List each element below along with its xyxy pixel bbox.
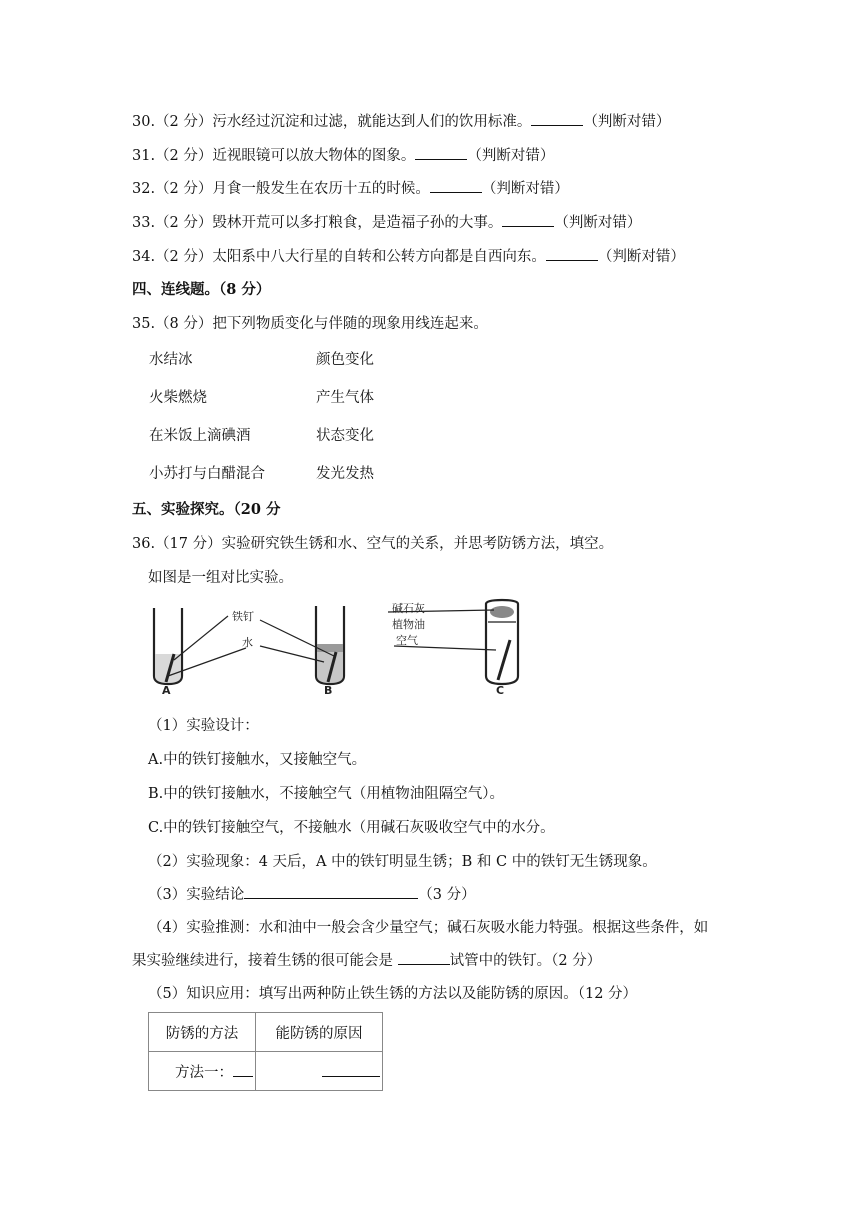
match-left-item[interactable]: 在米饭上滴碘酒 bbox=[149, 428, 251, 444]
figure-label-a: A bbox=[162, 684, 171, 696]
match-right-item[interactable]: 产生气体 bbox=[316, 390, 374, 406]
figure-label-plant-oil: 植物油 bbox=[392, 618, 425, 631]
experiment-figure bbox=[148, 598, 538, 696]
reason-one-cell[interactable] bbox=[256, 1052, 383, 1091]
match-right-item[interactable]: 状态变化 bbox=[316, 428, 374, 444]
test-tube-c bbox=[486, 600, 518, 684]
question-35: 35.（8 分）把下列物质变化与伴随的现象用线连起来。 bbox=[132, 316, 488, 332]
table-row bbox=[149, 1052, 383, 1091]
design-a: A.中的铁钉接触水，又接触空气。 bbox=[148, 752, 367, 768]
match-left-item[interactable]: 火柴燃烧 bbox=[149, 390, 207, 406]
figure-label-air: 空气 bbox=[396, 634, 418, 647]
design-c: C.中的铁钉接触空气，不接触水（用碱石灰吸收空气中的水分。 bbox=[148, 820, 555, 836]
test-tube-b bbox=[316, 606, 344, 684]
table-header-row bbox=[149, 1013, 383, 1052]
answer-blank[interactable] bbox=[546, 246, 598, 261]
match-right-item[interactable]: 颜色变化 bbox=[316, 352, 374, 368]
figure-label-desiccant: 碱石灰 bbox=[392, 602, 425, 615]
section-heading-4: 四、连线题。（8 分） bbox=[132, 281, 271, 298]
figure-label-nail: 铁钉 bbox=[232, 610, 254, 623]
table-header-method: 防锈的方法 bbox=[149, 1013, 256, 1052]
experiment-conclusion: （3）实验结论 （3 分） bbox=[148, 884, 476, 905]
design-b: B.中的铁钉接触水，不接触空气（用植物油阻隔空气）。 bbox=[148, 786, 505, 802]
answer-blank[interactable] bbox=[531, 111, 583, 126]
question-30: 30.（2 分）污水经过沉淀和过滤，就能达到人们的饮用标准。 （判断对错） bbox=[132, 111, 670, 132]
question-36: 36.（17 分）实验研究铁生锈和水、空气的关系，并思考防锈方法，填空。 bbox=[132, 536, 614, 552]
figure-label-water: 水 bbox=[242, 636, 253, 649]
knowledge-application: （5）知识应用：填写出两种防止铁生锈的方法以及能防锈的原因。（12 分） bbox=[148, 986, 638, 1002]
method-one-cell[interactable]: 方法一： bbox=[149, 1052, 256, 1091]
table-header-reason: 能防锈的原因 bbox=[256, 1013, 383, 1052]
rust-prevention-table bbox=[148, 1012, 383, 1091]
match-right-item[interactable]: 发光发热 bbox=[316, 466, 374, 482]
question-34: 34.（2 分）太阳系中八大行星的自转和公转方向都是自西向东。 （判断对错） bbox=[132, 246, 685, 267]
question-32: 32.（2 分）月食一般发生在农历十五的时候。 （判断对错） bbox=[132, 178, 569, 199]
question-31: 31.（2 分）近视眼镜可以放大物体的图象。 （判断对错） bbox=[132, 145, 554, 166]
match-left-item[interactable]: 小苏打与白醋混合 bbox=[149, 466, 265, 482]
answer-blank[interactable] bbox=[233, 1062, 253, 1077]
answer-blank[interactable] bbox=[415, 145, 467, 160]
figure-intro: 如图是一组对比实验。 bbox=[148, 570, 293, 586]
answer-blank[interactable] bbox=[398, 950, 450, 965]
answer-blank[interactable] bbox=[502, 212, 554, 227]
match-left-item[interactable]: 水结冰 bbox=[149, 352, 193, 368]
experiment-inference-line1: （4）实验推测：水和油中一般会含少量空气；碱石灰吸水能力特强。根据这些条件，如 bbox=[148, 920, 709, 936]
design-heading: （1）实验设计： bbox=[148, 718, 259, 734]
figure-label-b: B bbox=[324, 684, 333, 696]
question-33: 33.（2 分）毁林开荒可以多打粮食，是造福子孙的大事。 （判断对错） bbox=[132, 212, 641, 233]
section-heading-5: 五、实验探究。（20 分 bbox=[132, 501, 281, 518]
answer-blank[interactable] bbox=[430, 178, 482, 193]
answer-blank[interactable] bbox=[322, 1062, 380, 1077]
experiment-phenomenon: （2）实验现象：4 天后，A 中的铁钉明显生锈；B 和 C 中的铁钉无生锈现象。 bbox=[148, 854, 657, 870]
answer-blank[interactable] bbox=[244, 884, 418, 899]
experiment-inference-line2: 果实验继续进行，接着生锈的很可能会是 试管中的铁钉。（2 分） bbox=[132, 950, 601, 971]
figure-label-c: C bbox=[496, 684, 505, 696]
